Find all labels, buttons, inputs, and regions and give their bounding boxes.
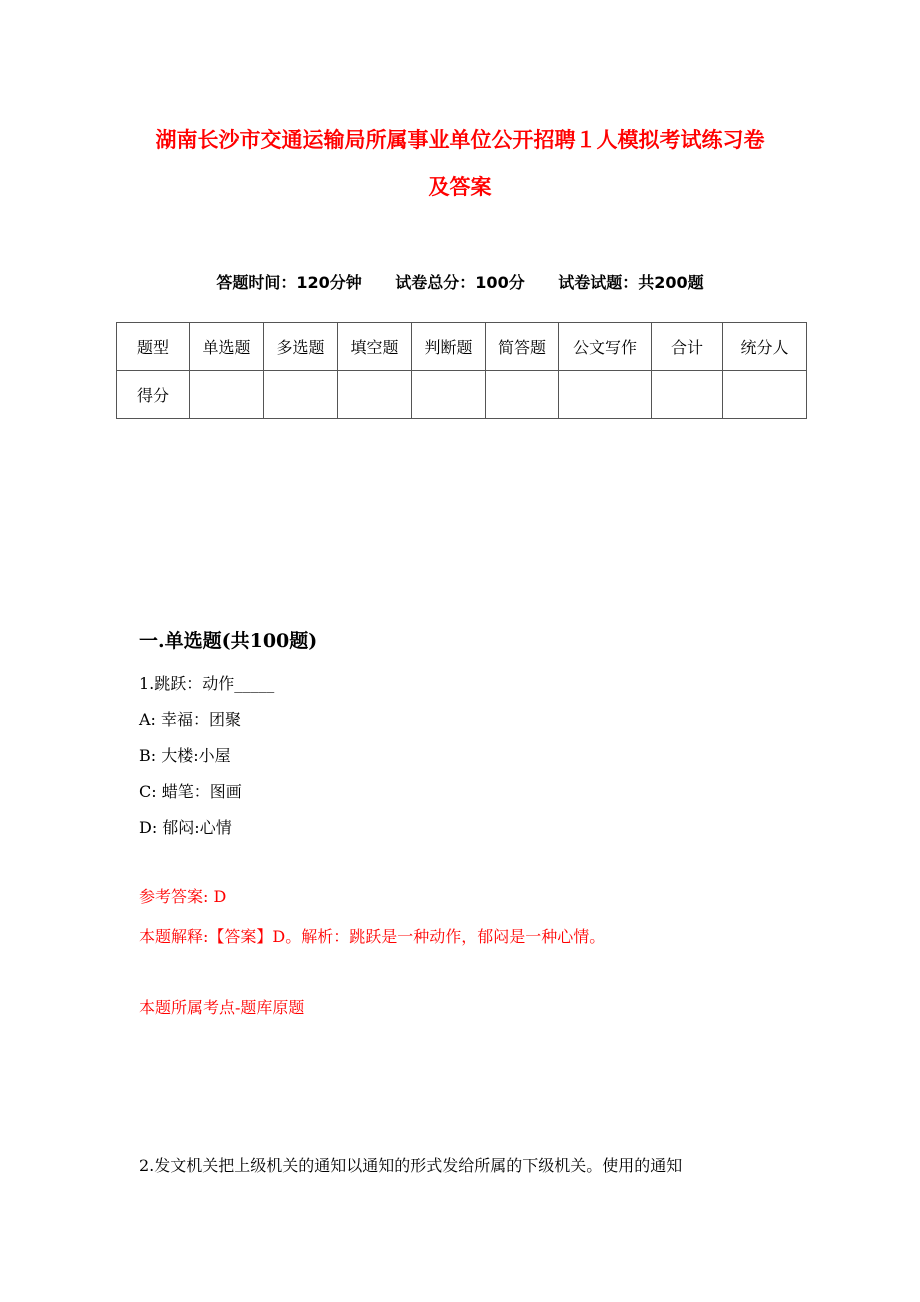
exam-total-score: 试卷总分：100分	[395, 273, 525, 292]
score-table	[116, 322, 807, 419]
option-b: B: 大楼:小屋	[139, 746, 231, 765]
score-cell	[412, 371, 486, 419]
score-cell	[559, 371, 652, 419]
question-stem: 2.发文机关把上级机关的通知以通知的形式发给所属的下级机关。使用的通知	[139, 1156, 683, 1175]
header-cell: 填空题	[338, 323, 412, 371]
header-cell: 判断题	[412, 323, 486, 371]
header-cell: 公文写作	[559, 323, 652, 371]
header-cell: 单选题	[190, 323, 264, 371]
header-cell: 题型	[117, 323, 190, 371]
answer-explanation: 本题解释:【答案】D。解析：跳跃是一种动作，郁闷是一种心情。	[139, 927, 606, 946]
header-cell: 统分人	[723, 323, 807, 371]
score-cell	[190, 371, 264, 419]
document-title-line1: 湖南长沙市交通运输局所属事业单位公开招聘１人模拟考试练习卷	[155, 127, 765, 152]
score-cell	[723, 371, 807, 419]
header-cell: 多选题	[264, 323, 338, 371]
exam-total-questions: 试卷试题：共200题	[558, 273, 704, 292]
score-table-score-row	[117, 371, 807, 419]
score-cell	[486, 371, 559, 419]
row-label-cell: 得分	[117, 371, 190, 419]
exam-meta	[0, 270, 920, 293]
exam-time: 答题时间：120分钟	[216, 273, 362, 292]
section-heading: 一.单选题(共100题)	[139, 630, 318, 652]
score-cell	[264, 371, 338, 419]
option-d: D: 郁闷:心情	[139, 818, 232, 837]
option-c: C: 蜡笔：图画	[139, 782, 242, 801]
score-table-header-row	[117, 323, 807, 371]
header-cell: 简答题	[486, 323, 559, 371]
option-a: A: 幸福：团聚	[139, 710, 242, 729]
reference-answer: 参考答案: D	[139, 887, 227, 906]
question-stem: 1.跳跃：动作_____	[139, 674, 275, 693]
document-title-line2: 及答案	[428, 174, 492, 199]
question-source: 本题所属考点-题库原题	[139, 998, 305, 1017]
score-cell	[338, 371, 412, 419]
score-cell	[652, 371, 723, 419]
header-cell: 合计	[652, 323, 723, 371]
